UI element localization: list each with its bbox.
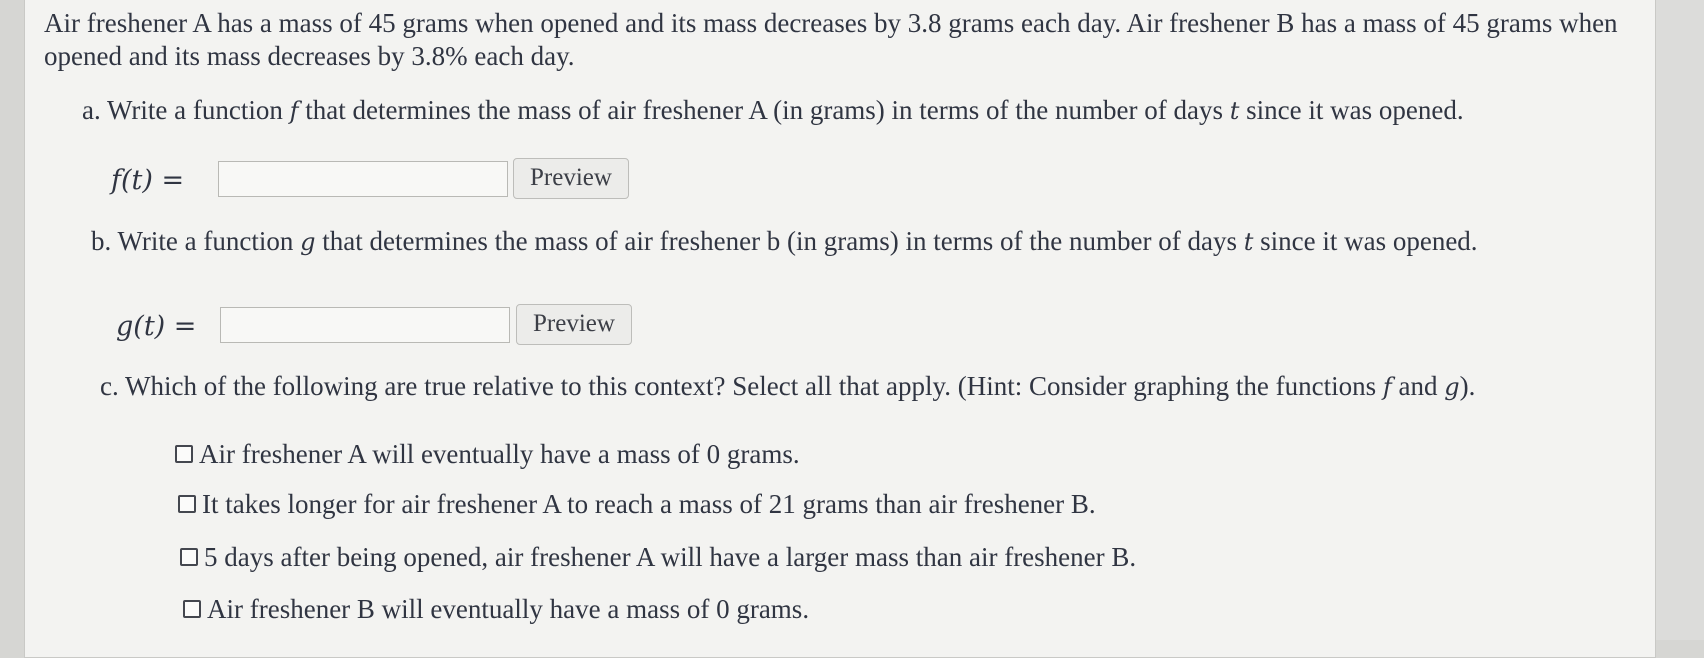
function-g-symbol: g xyxy=(1444,373,1460,401)
part-b-question: b. Write a function g that determines the mass of air freshener b (in grams) in terms of the number of days t since it was opened. xyxy=(91,226,1478,256)
variable-t-symbol: t xyxy=(1243,228,1254,256)
problem-statement: Air freshener A has a mass of 45 grams when opened and its mass decreases by 3.8 grams each day. Air freshener B has a mass of 45 grams when opened and its mass decreases by 3.8% each day. xyxy=(44,8,1618,71)
background-edge xyxy=(1656,0,1704,640)
part-a-answer-row xyxy=(111,161,651,201)
function-f-symbol: f xyxy=(289,97,299,125)
option-1-checkbox[interactable] xyxy=(175,445,193,463)
g-of-t-label: g(t) = xyxy=(116,311,197,342)
option-3-checkbox[interactable] xyxy=(180,548,198,566)
f-preview-button[interactable]: Preview xyxy=(513,158,629,199)
function-f-symbol: f xyxy=(1382,373,1392,401)
f-answer-input[interactable] xyxy=(218,161,508,197)
question-panel xyxy=(24,0,1656,658)
g-answer-input[interactable] xyxy=(220,307,510,343)
g-preview-button[interactable]: Preview xyxy=(516,304,632,345)
part-c-question: c. Which of the following are true relative to this context? Select all that apply. (Hint: Consider graphing the functions f and g). xyxy=(100,371,1476,401)
f-of-t-label: f(t) = xyxy=(111,165,185,196)
option-3-label: 5 days after being opened, air freshener A will have a larger mass than air freshener B. xyxy=(204,542,1137,572)
option-2-checkbox[interactable] xyxy=(178,495,196,513)
variable-t-symbol: t xyxy=(1229,97,1240,125)
option-1-label: Air freshener A will eventually have a mass of 0 grams. xyxy=(199,439,800,469)
part-b-answer-row xyxy=(116,307,656,347)
function-g-symbol: g xyxy=(300,228,316,256)
option-2-label: It takes longer for air freshener A to reach a mass of 21 grams than air freshener B. xyxy=(202,489,1096,519)
option-4-checkbox[interactable] xyxy=(183,600,201,618)
part-a-question: a. Write a function f that determines the mass of air freshener A (in grams) in terms of the number of days t since it was opened. xyxy=(82,95,1464,125)
option-4-label: Air freshener B will eventually have a mass of 0 grams. xyxy=(207,594,810,624)
